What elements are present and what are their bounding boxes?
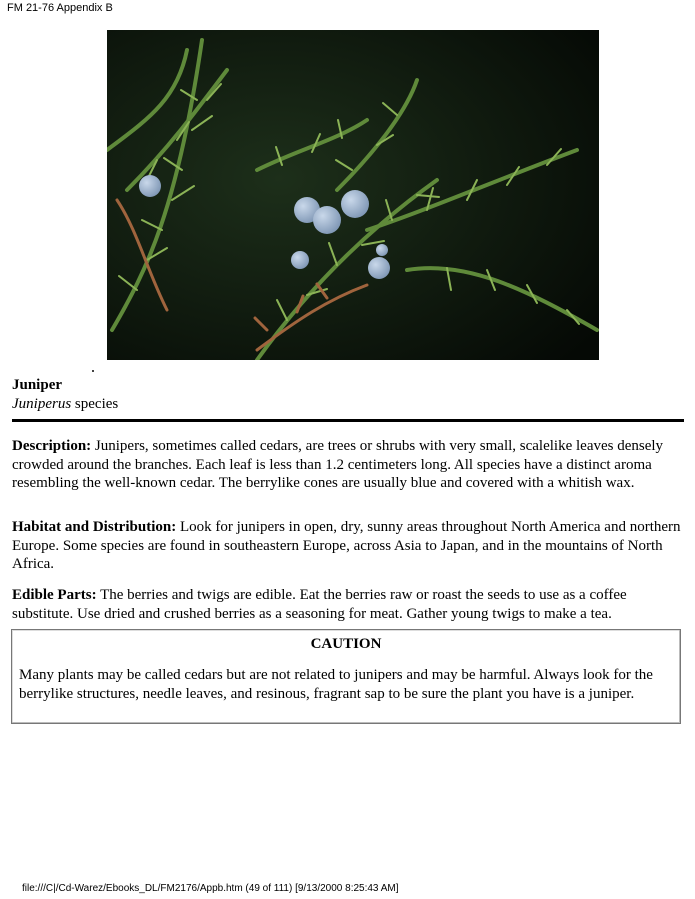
plant-species-suffix: species xyxy=(71,396,119,412)
juniper-berry xyxy=(376,244,388,256)
habitat-paragraph xyxy=(12,518,684,574)
plant-genus: Juniperus xyxy=(12,396,72,412)
plant-common-name: Juniper xyxy=(12,377,63,393)
description-text: Junipers, sometimes called cedars, are trees or shrubs with very small, scalelike leaves densely crowded around the branches. Each leaf is less than 1.2 centimeters long. All species have a distinct aroma resembling the well-known cedar. The berrylike cones are usually blue and covered with a whitish wax. xyxy=(12,438,664,491)
juniper-berry xyxy=(139,175,161,197)
caution-box xyxy=(11,629,681,724)
juniper-illustration xyxy=(107,30,599,360)
juniper-berry xyxy=(291,251,309,269)
plant-scientific-name xyxy=(12,396,118,413)
edible-parts-label: Edible Parts: xyxy=(12,587,97,603)
document-header: FM 21-76 Appendix B xyxy=(7,2,113,14)
juniper-photo xyxy=(107,30,599,360)
habitat-label: Habitat and Distribution: xyxy=(12,519,177,535)
section-divider xyxy=(12,419,684,422)
edible-parts-paragraph xyxy=(12,586,684,623)
edible-parts-text: The berries and twigs are edible. Eat the berries raw or roast the seeds to use as a coffee substitute. Use dried and crushed berries as a seasoning for meat. Gather young twigs to make a tea. xyxy=(12,587,627,622)
habitat-text: Look for junipers in open, dry, sunny areas throughout North America and northern Europe. Some species are found in southeastern Europe, across Asia to Japan, and in the mountains of North Africa. xyxy=(12,519,681,572)
description-paragraph xyxy=(12,437,684,493)
juniper-berry xyxy=(368,257,390,279)
caution-title: CAUTION xyxy=(310,636,382,652)
juniper-berry xyxy=(313,206,341,234)
description-label: Description: xyxy=(12,438,92,454)
caution-text: Many plants may be called cedars but are not related to junipers and may be harmful. Always look for the berrylike structures, needle leaves, and resinous, fragrant sap to be sure the plant you have is a juniper. xyxy=(19,667,653,702)
juniper-berry xyxy=(341,190,369,218)
stray-mark xyxy=(92,370,94,372)
document-footer: file:///C|/Cd-Warez/Ebooks_DL/FM2176/Appb.htm (49 of 111) [9/13/2000 8:25:43 AM] xyxy=(22,883,399,894)
